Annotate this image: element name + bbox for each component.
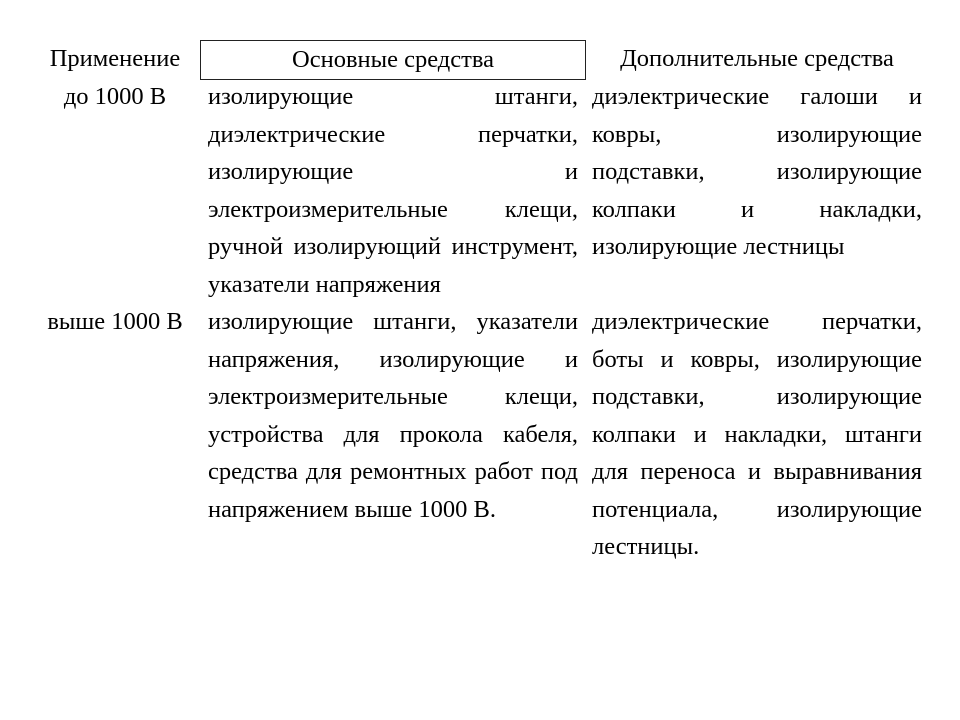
cell-main-means: изолирующие штанги, указатели напряжения, изолирующие и электроизмерительные клещи, устройства для прокола кабеля, средства для ремонтных работ под напряжением выше 1000 В.	[208, 308, 578, 523]
cell-additional-means: диэлектрические перчатки, боты и ковры, изолирующие подставки, изолирующие колпаки и накладки, штанги для переноса и выравнивания потенциала, изолирующие лестницы.	[592, 308, 922, 560]
table-header-row	[30, 40, 930, 78]
table-row	[30, 78, 930, 303]
header-application: Применение	[49, 45, 181, 72]
cell-application: выше 1000 В	[47, 308, 183, 335]
cell-main-means: изолирующие штанги, диэлектрические перчатки, изолирующие и электроизмерительные клещи, ручной изолирующий инструмент, указатели напряжения	[208, 83, 578, 298]
table-row	[30, 303, 930, 566]
protective-means-table	[30, 40, 930, 566]
cell-additional-means: диэлектрические галоши и ковры, изолирующие подставки, изолирующие колпаки и накладки, изолирующие лестницы	[592, 83, 922, 260]
header-main-means: Основные средства	[200, 40, 586, 80]
cell-application: до 1000 В	[63, 83, 167, 110]
header-additional-means: Дополнительные средства	[620, 45, 894, 72]
